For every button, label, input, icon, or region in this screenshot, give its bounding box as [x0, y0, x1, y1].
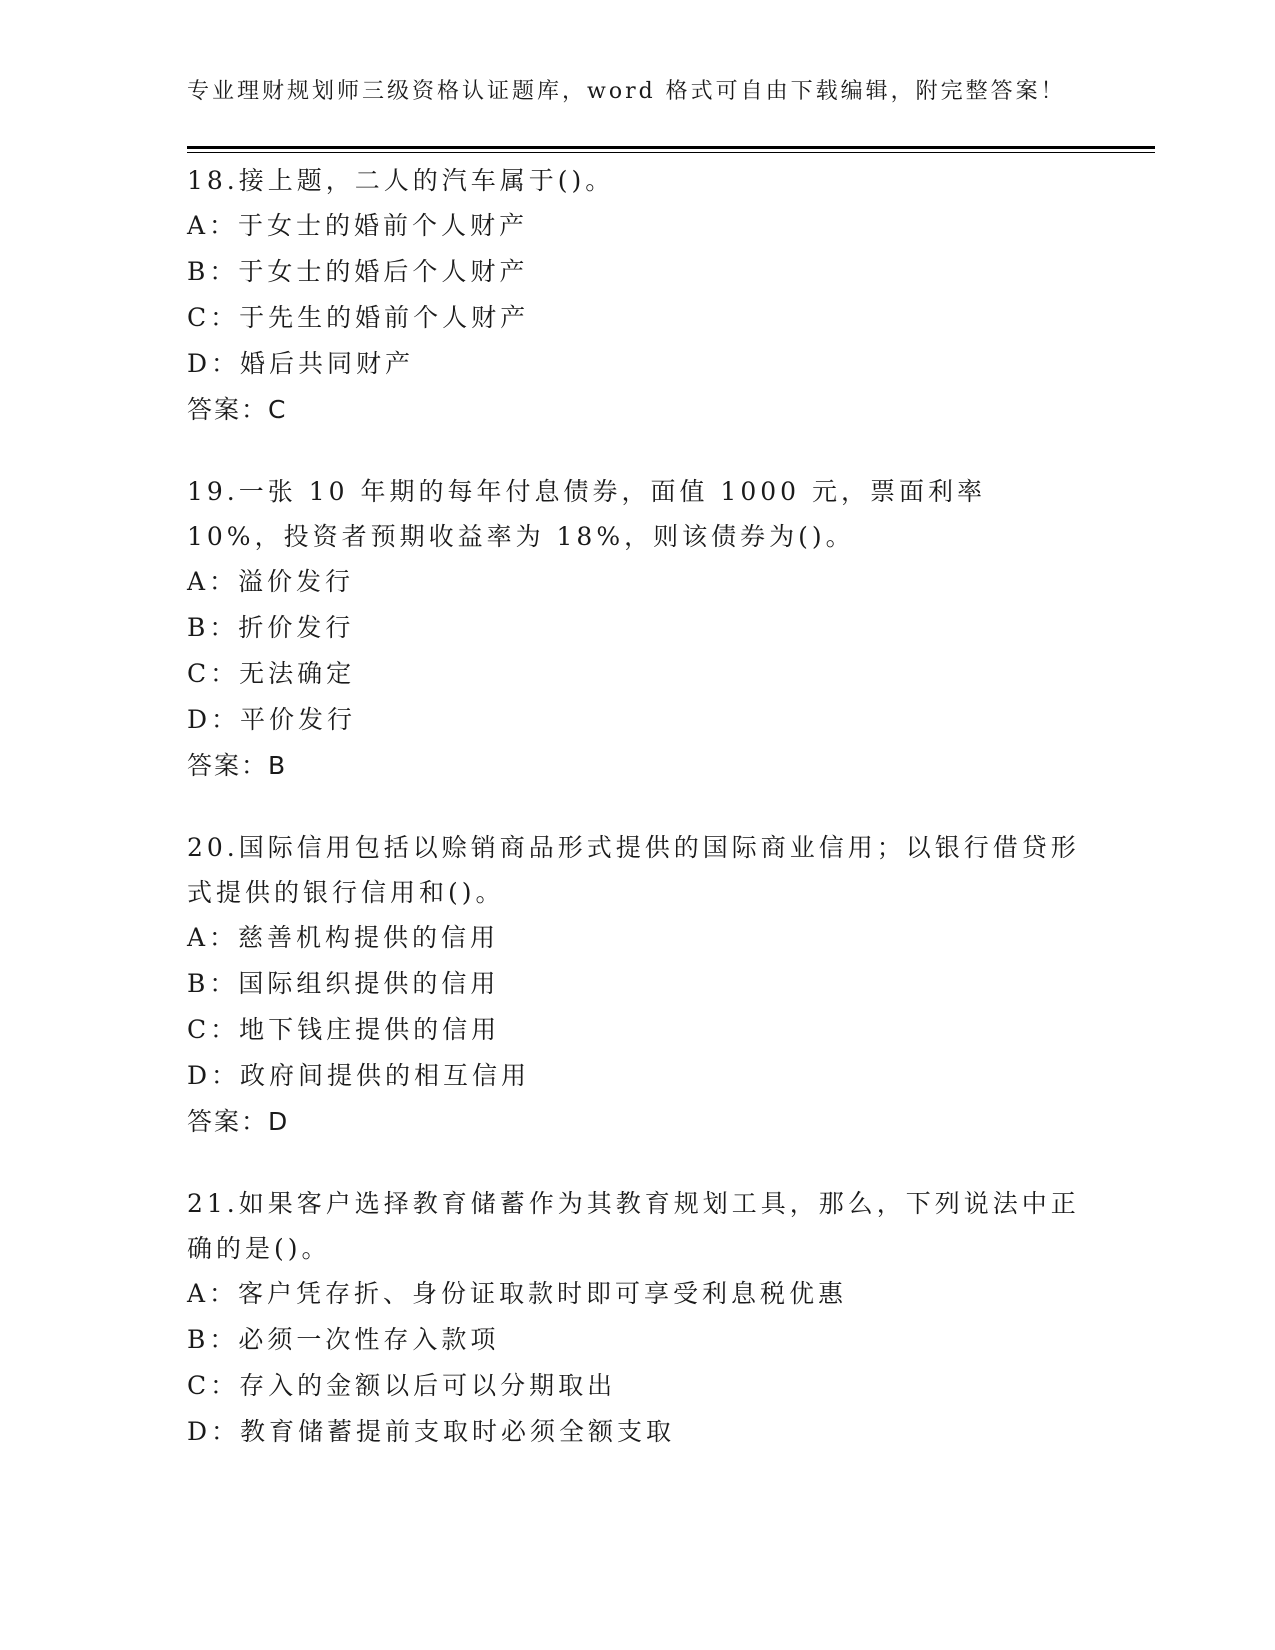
question-text: 21.如果客户选择教育储蓄作为其教育规划工具，那么，下列说法中正确的是()。	[187, 1189, 1080, 1263]
option-b: B：国际组织提供的信用	[187, 969, 500, 998]
header-rule-thick	[187, 146, 1155, 149]
option-c: C：于先生的婚前个人财产	[187, 303, 530, 332]
option-b: B：必须一次性存入款项	[187, 1325, 500, 1354]
option-d: D：教育储蓄提前支取时必须全额支取	[187, 1417, 676, 1446]
answer-label: 答案：C	[187, 395, 288, 424]
option-a: A：于女士的婚前个人财产	[187, 211, 529, 240]
question-18	[187, 158, 1087, 433]
question-text: 20.国际信用包括以赊销商品形式提供的国际商业信用；以银行借贷形式提供的银行信用和()。	[187, 833, 1080, 907]
option-d: D：婚后共同财产	[187, 349, 415, 378]
question-21	[187, 1181, 1087, 1455]
header-rule-thin	[187, 152, 1155, 153]
option-d: D：政府间提供的相互信用	[187, 1061, 531, 1090]
answer-label: 答案：D	[187, 1107, 290, 1136]
option-b: B：于女士的婚后个人财产	[187, 257, 529, 286]
option-c: C：存入的金额以后可以分期取出	[187, 1371, 617, 1400]
option-a: A：客户凭存折、身份证取款时即可享受利息税优惠	[187, 1279, 848, 1308]
question-text: 18.接上题，二人的汽车属于()。	[187, 166, 615, 195]
question-list	[187, 158, 1087, 1491]
option-c: C：地下钱庄提供的信用	[187, 1015, 501, 1044]
answer-label: 答案：B	[187, 751, 288, 780]
option-b: B：折价发行	[187, 613, 355, 642]
question-19	[187, 469, 1087, 789]
option-a: A：溢价发行	[187, 567, 355, 596]
question-20	[187, 825, 1087, 1145]
option-a: A：慈善机构提供的信用	[187, 923, 500, 952]
option-d: D：平价发行	[187, 705, 357, 734]
option-c: C：无法确定	[187, 659, 356, 688]
question-text: 19.一张 10 年期的每年付息债券，面值 1000 元，票面利率 10%，投资者预期收益率为 18%，则该债券为()。	[187, 477, 986, 551]
document-header: 专业理财规划师三级资格认证题库，word 格式可自由下载编辑，附完整答案！	[187, 79, 1066, 104]
